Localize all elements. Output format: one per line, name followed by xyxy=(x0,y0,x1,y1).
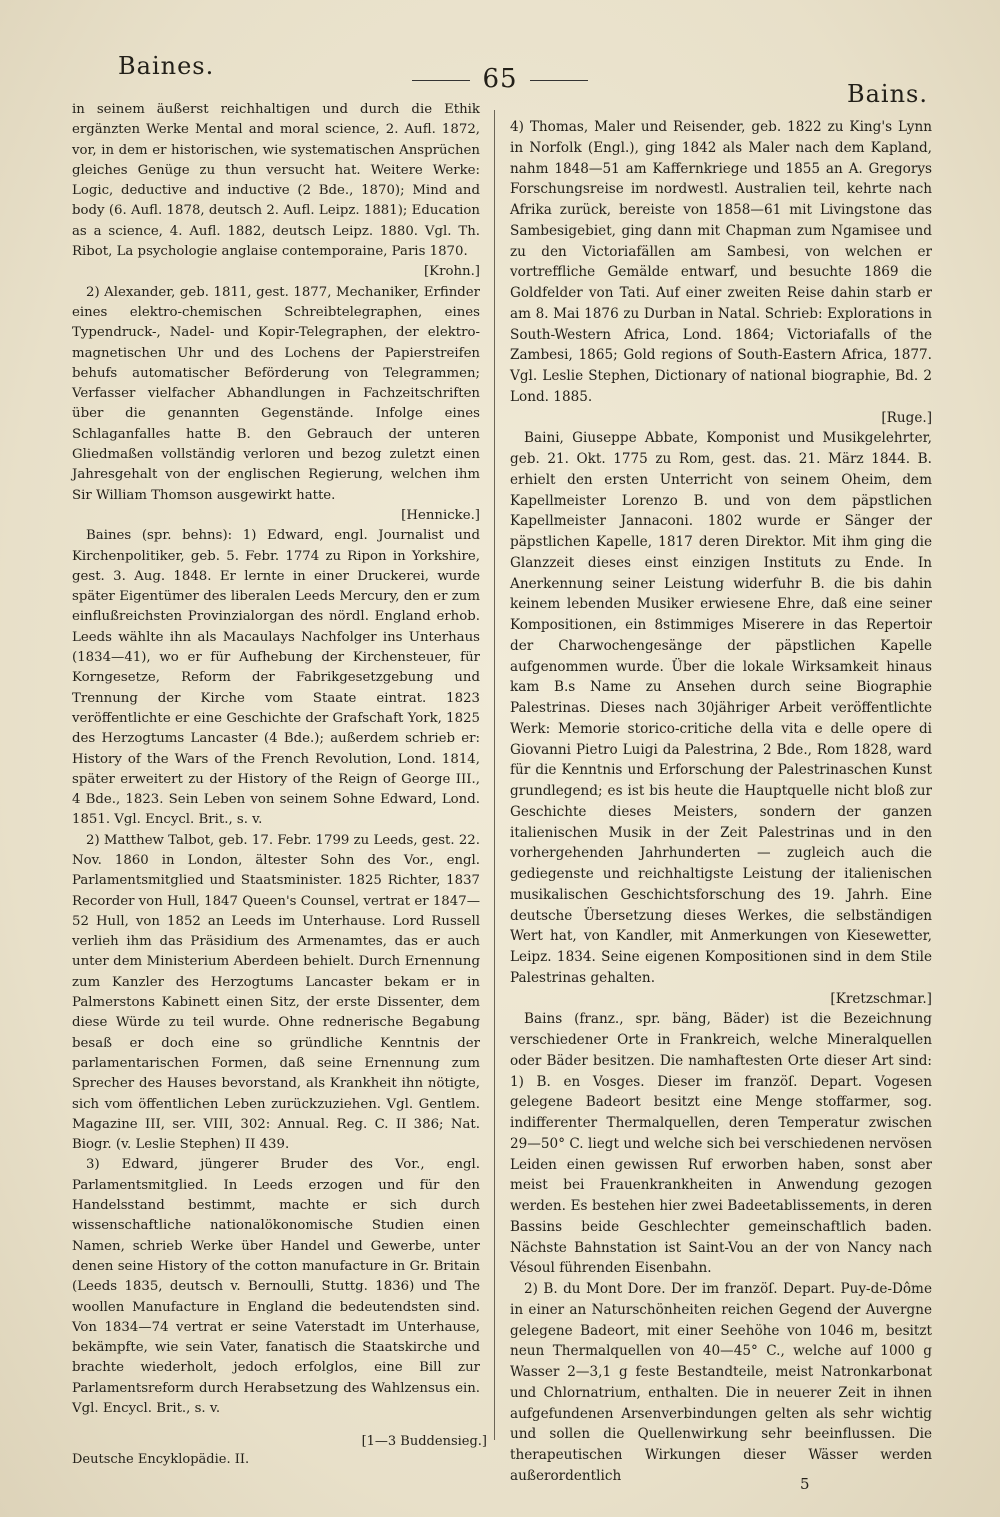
author-signature: [Krohn.] xyxy=(423,264,480,280)
entry-text: 2) Alexander, geb. 1811, gest. 1877, Mechaniker, Erfinder eines elektro-chemischen Schreibtelegraphen, eines Typendruck-, Nadel- und Kopir-Telegraphen, der elektro-magnetischen Uhr und des Lochens der Papierstreifen behufs automatischer Beförderung von Telegrammen; Verfasser vielfacher Abhandlungen in Fachzeitschriften über die genannten Gegenstände. Infolge eines Schlaganfalles hatte B. den Gebrauch der unteren Gliedmaßen vollständig verloren und bezog zuletzt einen Jahresgehalt von der englischen Regierung, welchen ihm Sir William Thomson ausgewirkt hatte. xyxy=(72,284,480,503)
entry-text: 2) B. du Mont Dore. Der im franzöſ. Depart. Puy-de-Dôme in einer an Naturschönheiten reichen Gegend der Auvergne gelegene Badeort, mit einer Seehöhe von 1046 m, besitzt neun Thermalquellen von 40—45° C., welche auf 1000 g Wasser 2—3,1 g feste Bestandteile, meist Natronkarbonat und Chlornatrium, enthalten. Die in neuerer Zeit in ihnen aufgefundenen Arsenverbindungen gelten als sehr wichtig und sollen die Quellenwirkung sehr beeinflussen. Die therapeutischen Wirkungen dieser Wässer werden außerordentlich xyxy=(510,1281,932,1484)
right-column xyxy=(510,117,932,1487)
running-head-left: Baines. xyxy=(118,52,215,80)
column-divider xyxy=(494,110,495,1440)
work-title-footer: Deutsche Encyklopädie. II. xyxy=(72,1452,250,1467)
left-column xyxy=(72,100,480,1419)
entry-text: 3) Edward, jüngerer Bruder des Vor., engl. Parlamentsmitglied. In Leeds erzogen und für den Handelsstand bestimmt, machte er sich durch wissenschaftliche nationalökonomische Studien einen Namen, schrieb Werke über Handel und Gewerbe, unter denen seine History of the cotton manufacture in Gr. Britain (Leeds 1835, deutsch v. Bernoulli, Stuttg. 1836) und The woollen Manufacture in England die bedeutendsten sind. Von 1834—74 vertrat er seine Vaterstadt im Unterhause, bekämpfte, wie sein Vater, fanatisch die Staatskirche und brachte wiederholt, jedoch erfolglos, eine Bill zur Parlamentsreform durch Herabsetzung des Wahlzensus ein. Vgl. Encycl. Brit., s. v. xyxy=(72,1157,480,1416)
author-signature: [Ruge.] xyxy=(881,409,932,426)
entry-text: 4) Thomas, Maler und Reisender, geb. 1822 zu King's Lynn in Norfolk (Engl.), ging 1842 als Maler nach dem Kapland, nahm 1848—51 am Kaffernkriege und 1855 an A. Gregorys Forschungsreise im nordwestl. Australien teil, kehrte nach Afrika zurück, bereiste von 1858—61 mit Livingstone das Sambesigebiet, ging dann mit Chapman zum Ngamisee und zu den Victoriafällen am Sambesi, von welchen er vortreffliche Gemälde entwarf, und besuchte 1869 die Goldfelder von Tati. Auf einer zweiten Reise dahin starb er am 8. Mai 1876 zu Durban in Natal. Schrieb: Explorations in South-Western Africa, Lond. 1864; Victoriafalls of the Zambesi, 1865; Gold regions of South-Eastern Africa, 1877. Vgl. Leslie Stephen, Dictionary of national biographie, Bd. 2 Lond. 1885. xyxy=(510,119,932,405)
entry-text: Bains (franz., spr. bäng, Bäder) ist die Bezeichnung verschiedener Orte in Frankreich, welche Mineralquellen oder Bäder besitzen. Die namhaftesten Orte dieser Art sind: 1) B. en Vosges. Dieser im franzöſ. Depart. Vogesen gelegene Badeort besitzt eine Menge stoffarmer, sog. indifferenter Thermalquellen, deren Temperatur zwischen 29—50° C. liegt und welche sich bei verschiedenen nervösen Leiden einen gewissen Ruf erworben haben, sonst aber meist bei Frauenkrankheiten in Anwendung gezogen werden. Es bestehen hier zwei Badeetablissements, in deren Bassins beide Geschlechter gemeinschaftlich baden. Nächste Bahnstation ist Saint-Vou an der von Nancy nach Vésoul führenden Eisenbahn. xyxy=(510,1011,932,1277)
author-signature: [Kretzschmar.] xyxy=(830,990,932,1007)
running-head-right: Bains. xyxy=(846,80,928,108)
author-signature: [1—3 Buddensieg.] xyxy=(361,1434,487,1449)
sheet-signature-mark: 5 xyxy=(800,1475,810,1493)
author-signature: [Hennicke.] xyxy=(401,507,480,523)
left-footer xyxy=(72,1434,487,1467)
page-number: 65 xyxy=(482,64,518,94)
entry-text: Baines (spr. behns): 1) Edward, engl. Journalist und Kirchenpolitiker, geb. 5. Febr. 1774 zu Ripon in Yorkshire, gest. 3. Aug. 1848. Er lernte in einer Druckerei, wurde später Eigentümer des liberalen Leeds Mercury, den er zum einflußreichsten Provinzialorgan des nördl. England erhob. Leeds wählte ihn als Macaulays Nachfolger ins Unterhaus (1834—41), wo er für Aufhebung der Kirchensteuer, für Korngesetze, Reform der Fabrikgesetzgebung und Trennung der Kirche vom Staate eintrat. 1823 veröffentlichte er eine Geschichte der Grafschaft York, 1825 des Herzogtums Lancaster (4 Bde.); außerdem schrieb er: History of the Wars of the French Revolution, Lond. 1814, später erweitert zu der History of the Reign of George III., 4 Bde., 1823. Sein Leben von seinem Sohne Edward, Lond. 1851. Vgl. Encycl. Brit., s. v. xyxy=(72,528,480,828)
entry-text: 2) Matthew Talbot, geb. 17. Febr. 1799 zu Leeds, gest. 22. Nov. 1860 in London, ältester Sohn des Vor., engl. Parlamentsmitglied und Staatsminister. 1825 Richter, 1837 Recorder von Hull, 1847 Queen's Counsel, vertrat er 1847—52 Hull, von 1852 an Leeds im Unterhause. Lord Russell verlieh ihm das Präsidium des Armenamtes, das er auch unter dem Ministerium Aberdeen behielt. Durch Ernennung zum Kanzler des Herzogtums Lancaster bekam er in Palmerstons Kabinett einen Sitz, der erste Dissenter, dem diese Würde zu teil wurde. Ohne rednerische Begabung besaß er doch eine so gründliche Kenntnis der parlamentarischen Formen, daß seine Ernennung zum Sprecher des Hauses bevorstand, als Krankheit ihn nötigte, sich vom öffentlichen Leben zurückzuziehen. Vgl. Gentlem. Magazine III, ser. VIII, 302: Annual. Reg. C. II 386; Nat. Biogr. (v. Leslie Stephen) II 439. xyxy=(72,832,480,1153)
entry-text: in seinem äußerst reichhaltigen und durch die Ethik ergänzten Werke Mental and moral science, 2. Aufl. 1872, vor, in dem er historischen, wie systematischen Ansprüchen gleiches Genüge zu thun versucht hat. Weitere Werke: Logic, deductive and inductive (2 Bde., 1870); Mind and body (6. Aufl. 1878, deutsch 2. Aufl. Leipz. 1881); Education as a science, 4. Aufl. 1882, deutsch Leipz. 1880. Vgl. Th. Ribot, La psychologie anglaise contemporaine, Paris 1870. xyxy=(72,102,480,260)
header-rule-left xyxy=(412,80,470,81)
header-rule-right xyxy=(530,80,588,81)
entry-text: Baini, Giuseppe Abbate, Komponist und Musikgelehrter, geb. 21. Okt. 1775 zu Rom, gest. das. 21. März 1844. B. erhielt den ersten Unterricht von seinem Oheim, dem Kapellmeister Lorenzo B. und von dem päpstlichen Kapellmeister Jannaconi. 1802 wurde er Sänger der päpstlichen Kapelle, 1817 deren Direktor. Mit ihm ging die Glanzzeit dieses einst einzigen Instituts zu Ende. In Anerkennung seiner Leistung widerfuhr B. die bis dahin keinem lebenden Musiker erwiesene Ehre, daß eine seiner Kompositionen, ein 8stimmiges Miserere in das Repertoir der Charwochengesänge der päpstlichen Kapelle aufgenommen wurde. Über die lokale Wirksamkeit hinaus kam B.s Name zu Ansehen durch seine Biographie Palestrinas. Dieses nach 30jähriger Arbeit veröffentlichte Werk: Memorie storico-critiche della vita e delle opere di Giovanni Pietro Luigi da Palestrina, 2 Bde., Rom 1828, ward für die Kenntnis und Erforschung der Palestrinaschen Kunst grundlegend; es ist bis heute die Hauptquelle nicht bloß zur Geschichte dieses Meisters, sondern der ganzen italienischen Musik in der Zeit Palestrinas und in den vorhergehenden Jahrhunderten — zugleich auch die gediegenste und reichhaltigste Leistung der italienischen musikalischen Geschichtsforschung des 19. Jahrh. Eine deutsche Übersetzung dieses Werkes, die selbständigen Wert hat, von Kandler, mit Anmerkungen von Kiesewetter, Leipz. 1834. Seine eigenen Kompositionen sind in dem Stile Palestrinas gehalten. xyxy=(510,430,932,986)
